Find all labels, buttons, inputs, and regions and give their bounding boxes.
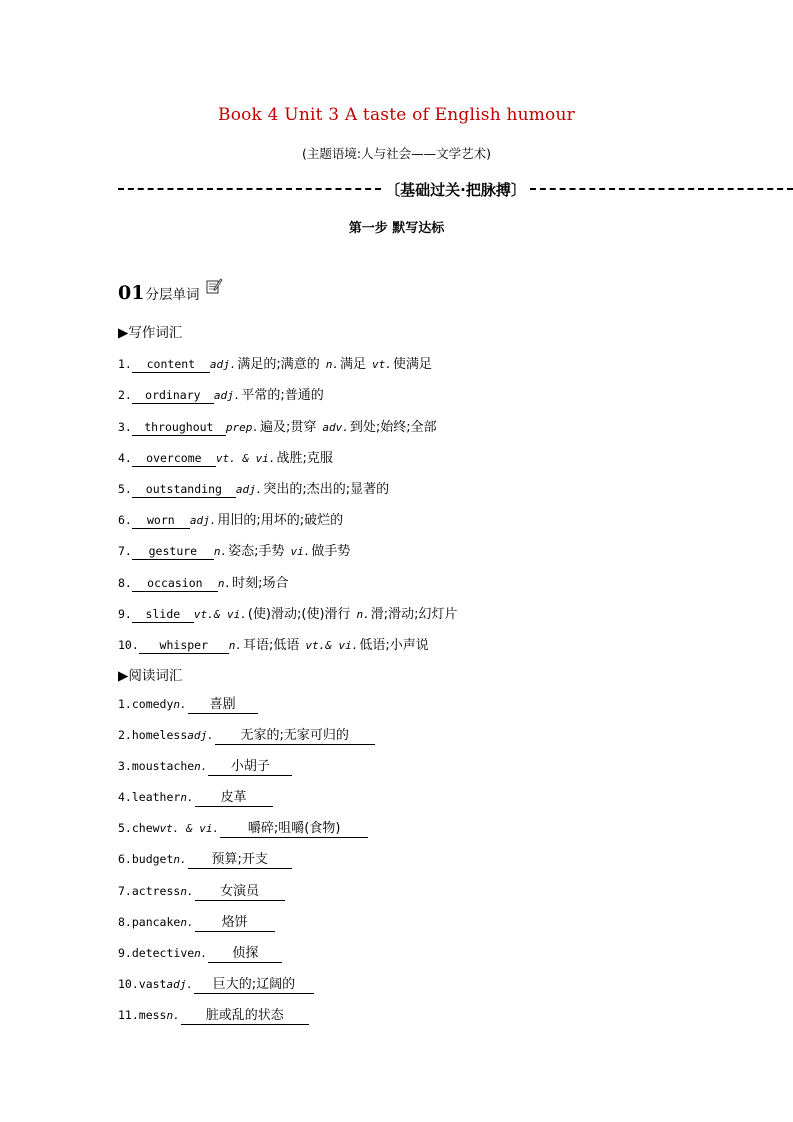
part-of-speech: vt. & vi. bbox=[159, 822, 220, 835]
answer-blank: 烙饼 bbox=[195, 915, 275, 932]
reading-item bbox=[118, 884, 285, 901]
reading-item bbox=[118, 759, 292, 776]
vocab-word: vast bbox=[138, 977, 167, 991]
item-number: 1. bbox=[118, 697, 132, 711]
writing-item bbox=[118, 634, 429, 654]
answer-blank: ordinary bbox=[132, 387, 214, 404]
vocab-word: detective bbox=[131, 946, 195, 960]
definition: 满足的;满意的 bbox=[237, 357, 320, 372]
part-of-speech: n. bbox=[325, 358, 339, 371]
definition: 滑;滑动;幻灯片 bbox=[370, 607, 458, 622]
item-number: 8. bbox=[118, 915, 132, 929]
item-number: 6. bbox=[118, 852, 132, 866]
part-of-speech: n. bbox=[180, 885, 194, 898]
writing-item bbox=[118, 603, 458, 623]
item-number: 11. bbox=[118, 1008, 139, 1022]
part-of-speech: n. bbox=[173, 698, 187, 711]
definition: 低语;小声说 bbox=[359, 638, 429, 653]
answer-blank: 小胡子 bbox=[208, 759, 292, 776]
part-of-speech: n. bbox=[356, 608, 370, 621]
vocab-word: budget bbox=[131, 852, 174, 866]
writing-item bbox=[118, 416, 437, 436]
answer-blank: 喜剧 bbox=[188, 697, 258, 714]
answer-blank: 无家的;无家可归的 bbox=[215, 728, 375, 745]
writing-item bbox=[118, 384, 324, 404]
part-of-speech: vt. & vi. bbox=[215, 452, 276, 465]
vocab-word: pancake bbox=[131, 915, 181, 929]
section-banner bbox=[118, 178, 793, 200]
answer-blank: throughout bbox=[132, 419, 226, 436]
definition: 用旧的;用坏的;破烂的 bbox=[217, 513, 344, 528]
part-of-speech: n. bbox=[217, 577, 232, 590]
answer-blank: 侦探 bbox=[208, 946, 282, 963]
part-of-speech: adj. bbox=[213, 389, 241, 402]
reading-item bbox=[118, 852, 292, 869]
reading-item bbox=[118, 728, 375, 745]
reading-item bbox=[118, 1008, 309, 1025]
item-number: 2. bbox=[118, 728, 132, 742]
pencil-notepad-icon bbox=[205, 277, 223, 299]
answer-blank: content bbox=[132, 356, 210, 373]
part-of-speech: adj. bbox=[189, 514, 217, 527]
section-number: 01 bbox=[118, 282, 145, 304]
definition: 满足 bbox=[340, 357, 367, 372]
definition: 做手势 bbox=[311, 544, 351, 559]
answer-blank: 脏或乱的状态 bbox=[181, 1008, 309, 1025]
item-number: 10. bbox=[118, 638, 139, 652]
part-of-speech: n. bbox=[213, 545, 228, 558]
step-heading: 第一步 默写达标 bbox=[348, 221, 445, 236]
definition: 平常的;普通的 bbox=[241, 388, 324, 403]
section-label: 分层单词 bbox=[145, 286, 200, 303]
writing-item bbox=[118, 478, 389, 498]
dashed-divider-right bbox=[530, 188, 793, 190]
part-of-speech: vt.& vi. bbox=[305, 639, 359, 652]
item-number: 7. bbox=[118, 544, 132, 558]
answer-blank: gesture bbox=[132, 543, 214, 560]
reading-item bbox=[118, 946, 282, 963]
definition: 耳语;低语 bbox=[243, 638, 300, 653]
vocab-word: mess bbox=[138, 1008, 167, 1022]
item-number: 7. bbox=[118, 884, 132, 898]
part-of-speech: prep. bbox=[225, 421, 259, 434]
document-title: Book 4 Unit 3 A taste of English humour bbox=[218, 105, 575, 125]
item-number: 4. bbox=[118, 790, 132, 804]
vocab-word: chew bbox=[131, 821, 160, 835]
part-of-speech: n. bbox=[166, 1009, 180, 1022]
definition: 遍及;贯穿 bbox=[259, 420, 317, 435]
part-of-speech: adj. bbox=[187, 729, 214, 742]
answer-blank: slide bbox=[132, 606, 194, 623]
definition: 时刻;场合 bbox=[232, 576, 289, 591]
item-number: 9. bbox=[118, 946, 132, 960]
part-of-speech: n. bbox=[194, 947, 208, 960]
writing-item bbox=[118, 540, 350, 560]
banner-label: 〔基础过关·把脉搏〕 bbox=[385, 180, 526, 199]
item-number: 2. bbox=[118, 388, 132, 402]
answer-blank: 巨大的;辽阔的 bbox=[194, 977, 314, 994]
answer-blank: whisper bbox=[139, 637, 229, 654]
answer-blank: 预算;开支 bbox=[188, 852, 292, 869]
item-number: 5. bbox=[118, 482, 132, 496]
reading-vocab-heading: ▶阅读词汇 bbox=[118, 668, 183, 684]
definition: 使满足 bbox=[392, 357, 432, 372]
part-of-speech: vt.& vi. bbox=[193, 608, 247, 621]
part-of-speech: adj. bbox=[209, 358, 237, 371]
item-number: 3. bbox=[118, 759, 132, 773]
writing-item bbox=[118, 353, 432, 373]
item-number: 8. bbox=[118, 576, 132, 590]
vocab-word: leather bbox=[131, 790, 181, 804]
reading-item bbox=[118, 915, 275, 932]
answer-blank: outstanding bbox=[132, 481, 236, 498]
reading-item bbox=[118, 821, 368, 838]
reading-item bbox=[118, 977, 314, 994]
part-of-speech: vt. bbox=[372, 358, 392, 371]
definition: (使)滑动;(使)滑行 bbox=[247, 607, 351, 622]
reading-item bbox=[118, 697, 258, 714]
writing-vocab-heading: ▶写作词汇 bbox=[118, 325, 183, 341]
part-of-speech: n. bbox=[228, 639, 243, 652]
part-of-speech: vi. bbox=[290, 545, 311, 558]
part-of-speech: n. bbox=[180, 791, 194, 804]
section-header bbox=[118, 281, 223, 303]
vocab-word: homeless bbox=[131, 728, 188, 742]
part-of-speech: adj. bbox=[235, 483, 263, 496]
vocab-word: actress bbox=[131, 884, 181, 898]
item-number: 10. bbox=[118, 977, 139, 991]
item-number: 4. bbox=[118, 451, 132, 465]
answer-blank: 女演员 bbox=[195, 884, 285, 901]
item-number: 3. bbox=[118, 420, 132, 434]
part-of-speech: n. bbox=[194, 760, 208, 773]
definition: 战胜;克服 bbox=[276, 451, 333, 466]
part-of-speech: n. bbox=[180, 916, 194, 929]
answer-blank: 嚼碎;咀嚼(食物) bbox=[220, 821, 368, 838]
answer-blank: 皮革 bbox=[195, 790, 273, 807]
item-number: 1. bbox=[118, 357, 132, 371]
reading-item bbox=[118, 790, 273, 807]
writing-item bbox=[118, 572, 289, 592]
part-of-speech: adj. bbox=[166, 978, 193, 991]
definition: 姿态;手势 bbox=[228, 544, 285, 559]
answer-blank: overcome bbox=[132, 450, 216, 467]
answer-blank: occasion bbox=[132, 575, 218, 592]
part-of-speech: n. bbox=[173, 853, 187, 866]
item-number: 9. bbox=[118, 607, 132, 621]
theme-context: (主题语境:人与社会——文学艺术) bbox=[302, 146, 491, 161]
writing-item bbox=[118, 447, 333, 467]
item-number: 5. bbox=[118, 821, 132, 835]
dashed-divider-left bbox=[118, 188, 381, 190]
part-of-speech: adv. bbox=[322, 421, 349, 434]
definition: 到处;始终;全部 bbox=[349, 420, 437, 435]
item-number: 6. bbox=[118, 513, 132, 527]
writing-item bbox=[118, 509, 343, 529]
vocab-word: moustache bbox=[131, 759, 195, 773]
answer-blank: worn bbox=[132, 512, 190, 529]
definition: 突出的;杰出的;显著的 bbox=[263, 482, 390, 497]
vocab-word: comedy bbox=[131, 697, 174, 711]
